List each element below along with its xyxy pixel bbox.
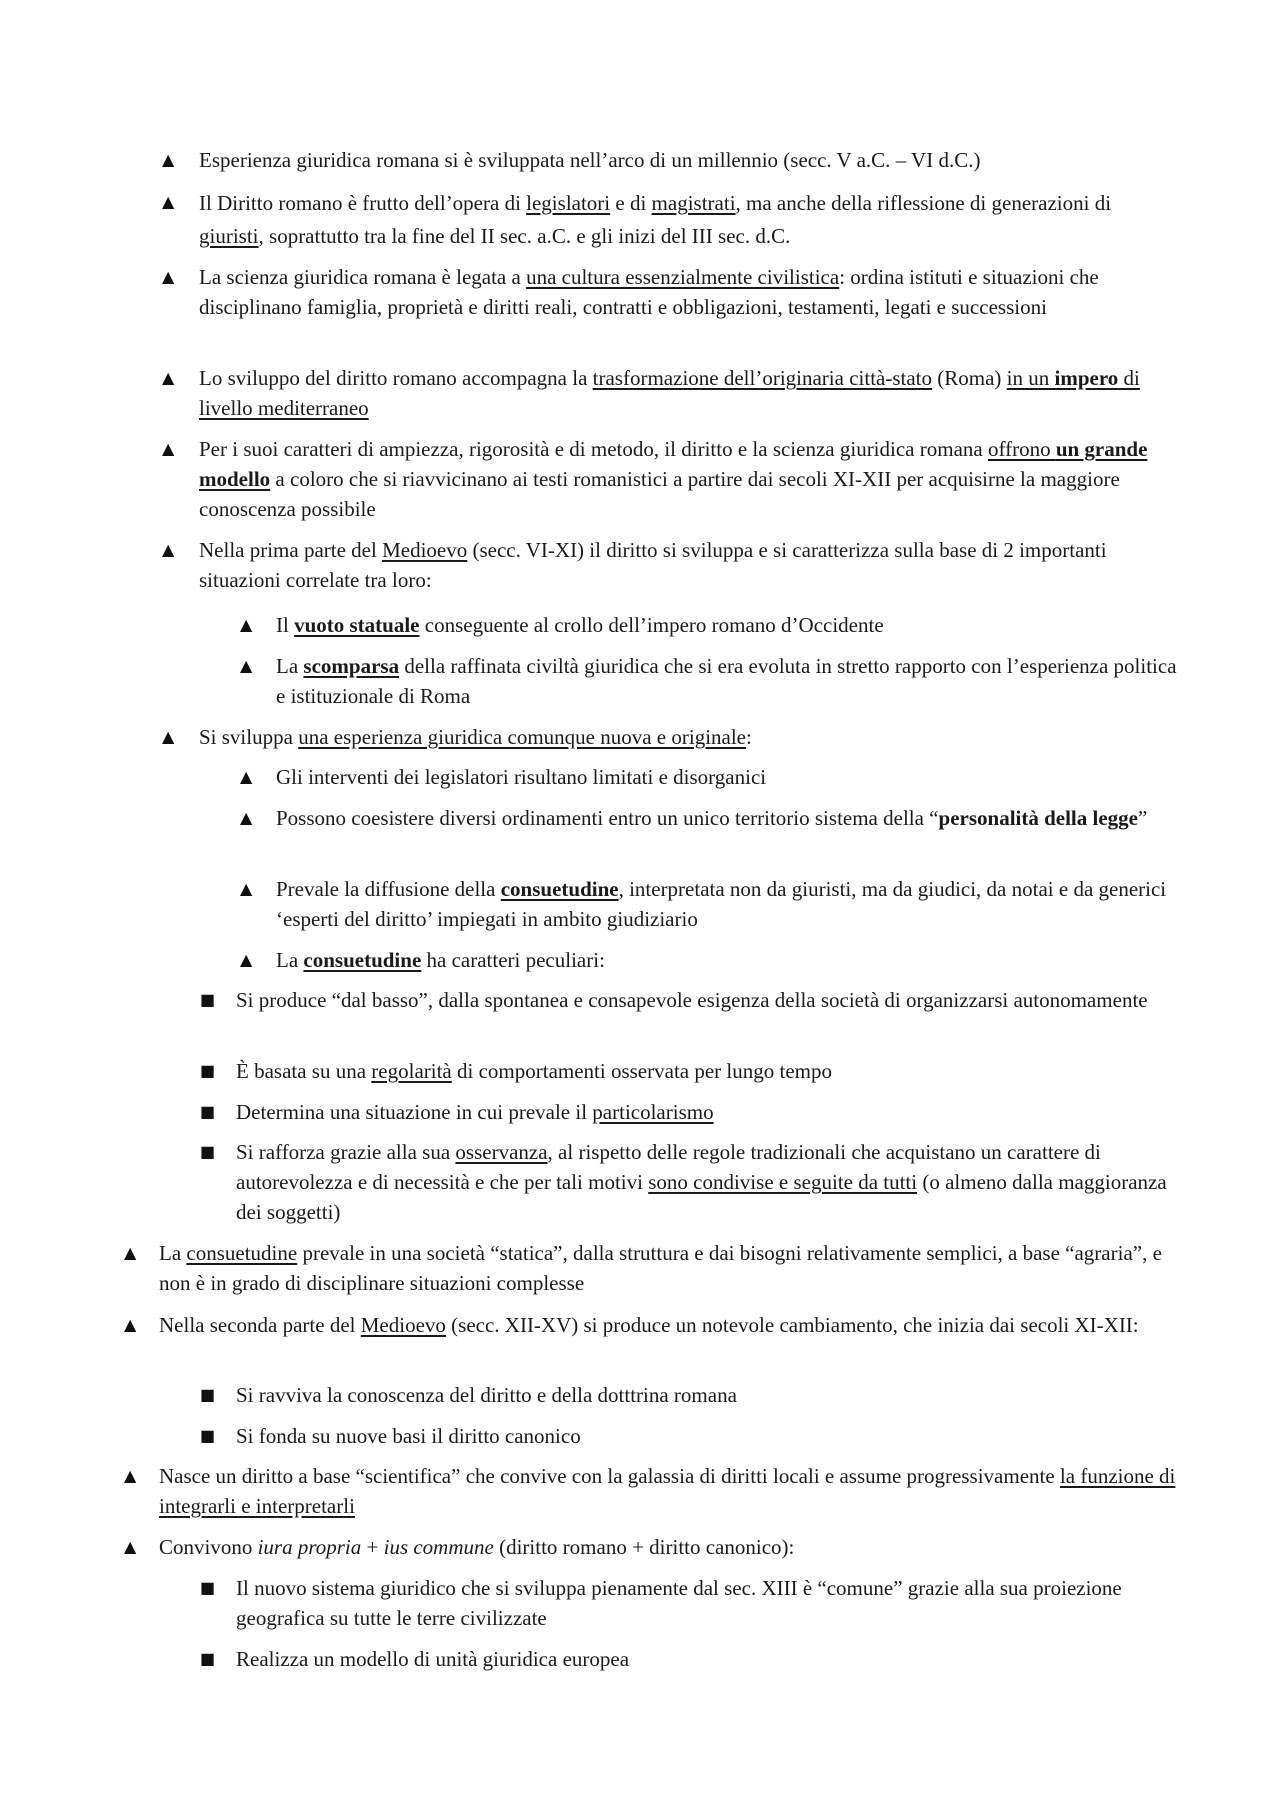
square-bullet-icon: ■	[200, 990, 216, 1009]
text-segment: giuristi	[199, 224, 259, 248]
list-item-text	[276, 762, 1186, 792]
list-item-text	[276, 803, 1186, 833]
text-segment: Realizza un modello di unità giuridica europea	[236, 1647, 630, 1671]
text-segment: conseguente al crollo dell’impero romano d’Occidente	[419, 613, 884, 637]
triangle-bullet-icon: ▲	[240, 950, 253, 969]
triangle-bullet-icon: ▲	[124, 1315, 137, 1334]
text-segment: una cultura essenzialmente civilistica	[526, 265, 840, 289]
text-segment: Determina una situazione in cui prevale il	[236, 1100, 593, 1124]
triangle-bullet-icon: ▲	[162, 439, 175, 458]
text-segment: (secc. VI-XI) il diritto si sviluppa e si caratterizza sulla base di 2 importanti situazioni correlate tra loro:	[199, 538, 1107, 592]
text-segment: Gli interventi dei legislatori risultano limitati e disorganici	[276, 765, 767, 789]
list-item-text	[276, 610, 1186, 640]
list-item-text	[199, 722, 1179, 752]
text-segment: Prevale la diffusione della	[276, 877, 501, 901]
list-item-text	[236, 1137, 1186, 1227]
list-item-text	[236, 1056, 1186, 1086]
list-item-text	[199, 535, 1179, 595]
text-segment: ha caratteri peculiari:	[421, 948, 605, 972]
triangle-bullet-icon: ▲	[162, 267, 175, 286]
list-item-text	[236, 1380, 1186, 1410]
triangle-bullet-icon: ▲	[162, 368, 175, 387]
text-segment: magistrati	[651, 191, 736, 215]
text-segment: ”	[1138, 806, 1148, 830]
text-segment: iura propria	[257, 1535, 362, 1559]
text-segment: Nella seconda parte del	[159, 1313, 361, 1337]
list-item-text	[236, 1644, 1186, 1674]
list-item-text	[276, 874, 1186, 934]
text-segment: Medioevo	[382, 538, 468, 562]
text-segment: Si rafforza grazie alla sua	[236, 1140, 456, 1164]
text-segment: un grande modello	[199, 437, 1148, 491]
square-bullet-icon: ■	[200, 1649, 216, 1668]
square-bullet-icon: ■	[200, 1426, 216, 1445]
list-item-text	[159, 1310, 1179, 1340]
triangle-bullet-icon: ▲	[240, 808, 253, 827]
text-segment: a coloro che si riavvicinano ai testi romanistici a partire dai secoli XI-XII per acquisirne la maggiore conoscenza possibile	[199, 467, 1120, 521]
text-segment: (Roma)	[932, 366, 1007, 390]
list-item-text	[159, 1461, 1179, 1521]
text-segment: consuetudine	[303, 948, 422, 972]
text-segment: Si produce “dal basso”, dalla spontanea e consapevole esigenza della società di organizzarsi autonomamente	[236, 988, 1148, 1012]
text-segment: di comportamenti osservata per lungo tempo	[451, 1059, 832, 1083]
square-bullet-icon: ■	[200, 1102, 216, 1121]
triangle-bullet-icon: ▲	[240, 615, 253, 634]
triangle-bullet-icon: ▲	[124, 1537, 137, 1556]
text-segment: Il	[276, 613, 295, 637]
text-segment: prevale in una società “statica”, dalla struttura e dai bisogni relativamente semplici, a base “agraria”, e non è in grado di disciplinare situazioni complesse	[159, 1241, 1162, 1295]
text-segment: Per i suoi caratteri di ampiezza, rigorosità e di metodo, il diritto e la scienza giuridica romana	[199, 437, 988, 461]
square-bullet-icon: ■	[200, 1142, 216, 1161]
text-segment: Nella prima parte del	[199, 538, 383, 562]
text-segment: la funzione di integrarli e interpretarli	[159, 1464, 1176, 1518]
triangle-bullet-icon: ▲	[162, 192, 175, 211]
text-segment: , ma anche della riflessione di generazioni di	[735, 191, 1112, 215]
text-segment: Medioevo	[360, 1313, 446, 1337]
text-segment: trasformazione dell’originaria città-stato	[592, 366, 933, 390]
text-segment: (secc. XII-XV) si produce un notevole cambiamento, che inizia dai secoli XI-XII:	[445, 1313, 1139, 1337]
text-segment: vuoto statuale	[294, 613, 420, 637]
text-segment: La scienza giuridica romana è legata a	[199, 265, 527, 289]
triangle-bullet-icon: ▲	[124, 1243, 137, 1262]
triangle-bullet-icon: ▲	[162, 727, 175, 746]
text-segment: : ordina istituti e situazioni che disciplinano famiglia, proprietà e diritti reali, contratti e obbligazioni, testamenti, legati e successioni	[199, 265, 1099, 319]
text-segment: Si fonda su nuove basi il diritto canonico	[236, 1424, 581, 1448]
text-segment: Convivono	[159, 1535, 258, 1559]
triangle-bullet-icon: ▲	[162, 540, 175, 559]
text-segment: (diritto romano + diritto canonico):	[493, 1535, 795, 1559]
square-bullet-icon: ■	[200, 1385, 216, 1404]
triangle-bullet-icon: ▲	[240, 767, 253, 786]
text-segment: particolarismo	[592, 1100, 714, 1124]
text-segment: Nasce un diritto a base “scientifica” che convive con la galassia di diritti locali e assume progressivamente	[159, 1464, 1060, 1488]
text-segment: sono condivise e seguite da tutti	[648, 1170, 918, 1194]
text-segment: Lo sviluppo del diritto romano accompagna la	[199, 366, 593, 390]
text-segment: Si sviluppa	[199, 725, 299, 749]
list-item-text	[199, 262, 1179, 322]
text-segment: e di	[610, 191, 652, 215]
text-segment: , soprattutto tra la fine del II sec. a.C. e gli inizi del III sec. d.C.	[258, 224, 791, 248]
text-segment: (o almeno dalla maggioranza dei soggetti)	[236, 1170, 1167, 1224]
list-item-text	[236, 985, 1186, 1015]
text-segment: ius commune	[383, 1535, 494, 1559]
list-item-text	[276, 651, 1186, 711]
text-segment: consuetudine	[186, 1241, 298, 1265]
text-segment: Esperienza giuridica romana si è sviluppata nell’arco di un millennio (secc. V a.C. – VI d.C.)	[199, 148, 981, 172]
text-segment: regolarità	[371, 1059, 452, 1083]
text-segment: impero	[1054, 366, 1119, 390]
text-segment: La	[159, 1241, 187, 1265]
list-item-text	[159, 1238, 1179, 1298]
text-segment: +	[361, 1535, 384, 1559]
text-segment: , al rispetto delle regole tradizionali che acquistano un carattere di autorevolezza e di necessità e che per tali motivi	[236, 1140, 1101, 1194]
text-segment: Il Diritto romano è frutto dell’opera di	[199, 191, 527, 215]
list-item-text	[276, 945, 1186, 975]
text-segment: Si ravviva la conoscenza del diritto e della dotttrina romana	[236, 1383, 737, 1407]
text-segment: della raffinata civiltà giuridica che si era evoluta in stretto rapporto con l’esperienza politica e istituzionale di Roma	[276, 654, 1177, 708]
text-segment: scomparsa	[303, 654, 400, 678]
text-segment: in un	[1006, 366, 1055, 390]
text-segment: , interpretata non da giuristi, ma da giudici, da notai e da generici ‘esperti del diritto’ impiegati in ambito giudiziario	[276, 877, 1167, 931]
text-segment: osservanza	[455, 1140, 548, 1164]
list-item-text	[199, 145, 1179, 175]
text-segment: È basata su una	[236, 1059, 372, 1083]
list-item-text	[236, 1421, 1186, 1451]
list-item-text	[236, 1097, 1186, 1127]
text-segment: La	[276, 654, 304, 678]
list-item-text	[159, 1532, 1179, 1562]
triangle-bullet-icon: ▲	[162, 150, 175, 169]
triangle-bullet-icon: ▲	[124, 1466, 137, 1485]
text-segment: Il nuovo sistema giuridico che si sviluppa pienamente dal sec. XIII è “comune” grazie alla sua proiezione geografica su tutte le terre civilizzate	[236, 1576, 1122, 1630]
list-item-text	[199, 434, 1179, 524]
text-segment: Possono coesistere diversi ordinamenti entro un unico territorio sistema della “	[276, 806, 939, 830]
text-segment: :	[746, 725, 752, 749]
text-segment: La	[276, 948, 304, 972]
list-item-text	[236, 1573, 1186, 1633]
triangle-bullet-icon: ▲	[240, 879, 253, 898]
triangle-bullet-icon: ▲	[240, 656, 253, 675]
text-segment: personalità della legge	[938, 806, 1138, 830]
text-segment: offrono	[987, 437, 1056, 461]
text-segment: consuetudine	[500, 877, 619, 901]
square-bullet-icon: ■	[200, 1578, 216, 1597]
text-segment: una esperienza giuridica comunque nuova e originale	[298, 725, 747, 749]
list-item-text	[199, 187, 1179, 253]
text-segment: di livello mediterraneo	[199, 366, 1140, 420]
list-item-text	[199, 363, 1179, 423]
square-bullet-icon: ■	[200, 1061, 216, 1080]
text-segment: legislatori	[526, 191, 611, 215]
